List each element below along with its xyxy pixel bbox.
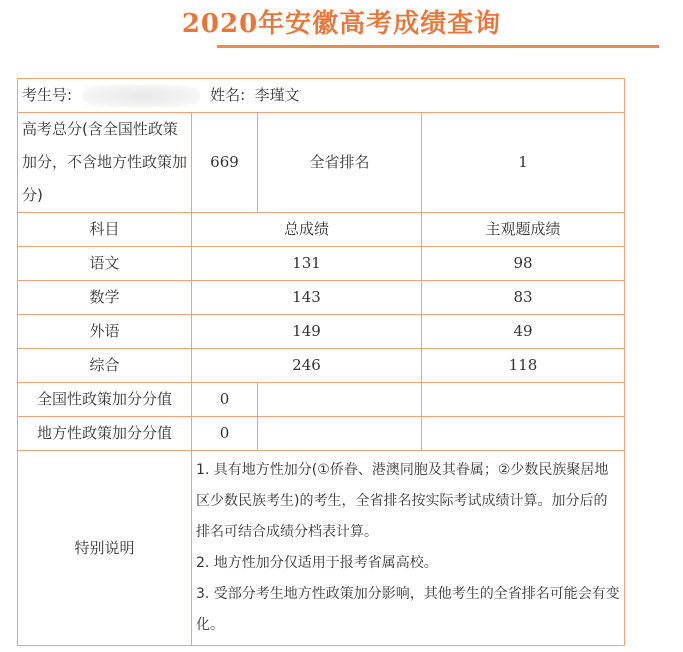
note-item: 1. 具有地方性加分(①侨眷、港澳同胞及其眷属；②少数民族聚居地区少数民族考生)的考生，全省排名按实际考试成绩计算。加分后的排名可结合成绩分档表计算。 (196, 462, 609, 540)
name-label: 姓名: (210, 86, 246, 104)
total-label: 高考总分(含全国性政策加分，不含地方性政策加分) (18, 113, 192, 213)
subject-row (18, 247, 625, 281)
subject-total: 149 (192, 315, 422, 349)
rank-label: 全省排名 (258, 113, 422, 213)
notes-content (192, 451, 625, 646)
title-underline (217, 45, 659, 48)
column-header-row (18, 213, 625, 247)
page-title: 2020年安徽高考成绩查询 (181, 9, 502, 39)
exam-id-label: 考生号: (22, 86, 73, 104)
note-item: 3. 受部分考生地方性政策加分影响，其他考生的全省排名可能会有变化。 (196, 586, 620, 633)
national-bonus-value: 0 (192, 383, 258, 417)
total-value: 669 (192, 113, 258, 213)
local-bonus-value: 0 (192, 417, 258, 451)
subject-subjective: 98 (422, 247, 625, 281)
score-table (17, 78, 625, 646)
subject-name: 外语 (18, 315, 192, 349)
local-bonus-label: 地方性政策加分分值 (18, 417, 192, 451)
empty-cell (258, 383, 422, 417)
header-row (18, 79, 625, 113)
total-score-header: 总成绩 (192, 213, 422, 247)
subject-row (18, 315, 625, 349)
subject-header: 科目 (18, 213, 192, 247)
local-bonus-row (18, 417, 625, 451)
note-item: 2. 地方性加分仅适用于报考省属高校。 (196, 555, 438, 571)
subject-name: 综合 (18, 349, 192, 383)
subject-subjective: 83 (422, 281, 625, 315)
subject-row (18, 349, 625, 383)
notes-row (18, 451, 625, 646)
subject-name: 语文 (18, 247, 192, 281)
rank-value: 1 (422, 113, 625, 213)
national-bonus-label: 全国性政策加分分值 (18, 383, 192, 417)
subject-row (18, 281, 625, 315)
subject-total: 246 (192, 349, 422, 383)
exam-id-cell (18, 79, 625, 113)
empty-cell (258, 417, 422, 451)
notes-label: 特别说明 (18, 451, 192, 646)
empty-cell (422, 417, 625, 451)
subjective-score-header: 主观题成绩 (422, 213, 625, 247)
subject-subjective: 118 (422, 349, 625, 383)
subject-total: 131 (192, 247, 422, 281)
name-value: 李瑾文 (254, 86, 300, 104)
subject-subjective: 49 (422, 315, 625, 349)
national-bonus-row (18, 383, 625, 417)
empty-cell (422, 383, 625, 417)
subject-total: 143 (192, 281, 422, 315)
total-row (18, 113, 625, 213)
subject-name: 数学 (18, 281, 192, 315)
exam-id-redacted (82, 85, 200, 107)
